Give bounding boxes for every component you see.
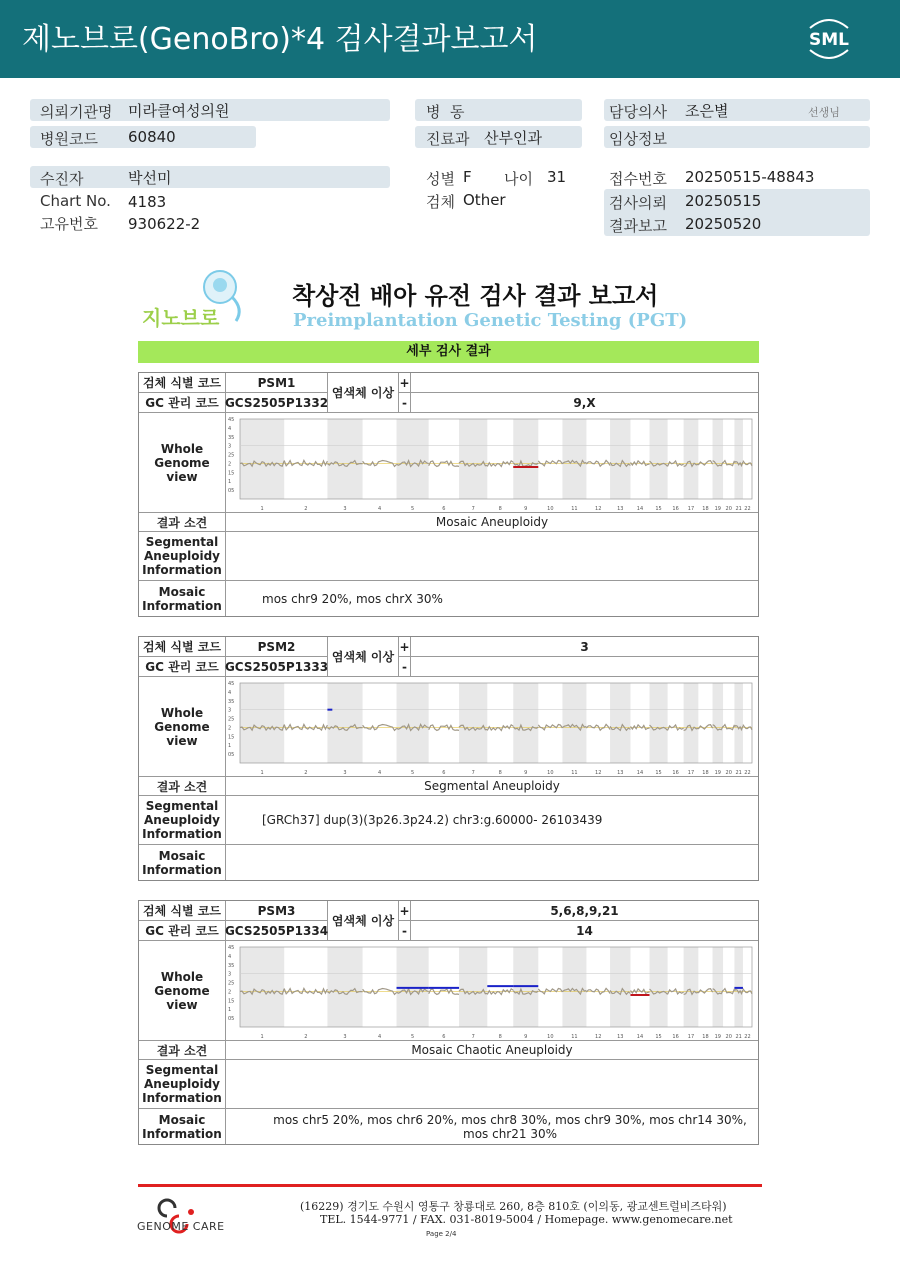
chromosome-band	[649, 683, 667, 763]
chromosome-band	[649, 419, 667, 499]
mosaic-label: Mosaic Information	[139, 1109, 226, 1144]
y-tick-label: 35	[228, 962, 235, 969]
chromosome-band	[513, 683, 538, 763]
chromosome-band	[610, 683, 630, 763]
hospital-code-label: 병원코드	[40, 130, 98, 148]
x-tick-label: 1	[260, 1033, 264, 1040]
segmental-label: Segmental Aneuploidy Information	[139, 532, 226, 580]
chromosome-band	[240, 419, 284, 499]
loss-sign: -	[399, 921, 411, 940]
y-tick-label: 05	[228, 751, 235, 758]
x-tick-label: 8	[498, 1033, 502, 1040]
footer-page: Page 2/4	[426, 1230, 457, 1238]
x-tick-label: 17	[687, 769, 695, 776]
report-date-label: 결과보고	[609, 217, 667, 235]
doctor-label: 담당의사	[609, 103, 667, 121]
y-tick-label: 05	[228, 487, 235, 494]
chromosome-band	[327, 947, 362, 1027]
abnormal-label: 염색체 이상	[328, 373, 399, 413]
finding-value: Mosaic Aneuploidy	[435, 515, 549, 529]
x-tick-label: 6	[442, 769, 446, 776]
segmental-value	[226, 1060, 758, 1108]
page-header	[0, 0, 900, 78]
mosaic-label: Mosaic Information	[139, 845, 226, 880]
x-tick-label: 20	[725, 769, 732, 776]
y-tick-label: 35	[228, 434, 235, 441]
specimen-value: Other	[463, 191, 506, 209]
y-tick-label: 15	[228, 469, 235, 476]
y-tick-label: 15	[228, 997, 235, 1004]
finding-label: 결과 소견	[139, 1041, 226, 1059]
chromosome-band	[562, 683, 586, 763]
genome-view-label: Whole Genome view	[139, 413, 226, 512]
gc-code-label: GC 관리 코드	[139, 657, 226, 676]
gain-sign: +	[399, 637, 411, 656]
report-subtitle: Preimplantation Genetic Testing (PGT)	[293, 310, 688, 331]
org-value: 미라클여성의원	[128, 102, 230, 120]
chromosome-band	[327, 419, 362, 499]
x-tick-label: 18	[702, 1033, 709, 1040]
genome-chart-cell	[226, 677, 758, 776]
x-tick-label: 13	[617, 1033, 624, 1040]
chromosome-band	[610, 947, 630, 1027]
x-tick-label: 9	[524, 505, 528, 512]
x-tick-label: 3	[343, 769, 347, 776]
doctor-value: 조은별	[685, 102, 729, 120]
genome-chart-cell	[226, 941, 758, 1040]
chromosome-band	[459, 419, 487, 499]
x-tick-label: 8	[498, 505, 502, 512]
y-tick-label: 3	[228, 707, 232, 714]
x-tick-label: 13	[617, 505, 624, 512]
segmental-value: [GRCh37] dup(3)(3p26.3p24.2) chr3:g.60000- 26103439	[262, 813, 603, 827]
sex-label: 성별	[426, 170, 455, 188]
sample-id-value: PSM3	[226, 901, 328, 920]
x-tick-label: 10	[547, 505, 554, 512]
x-tick-label: 19	[714, 769, 721, 776]
finding-row	[139, 777, 758, 796]
y-tick-label: 15	[228, 733, 235, 740]
x-tick-label: 9	[524, 1033, 528, 1040]
y-tick-label: 3	[228, 443, 232, 450]
x-tick-label: 6	[442, 505, 446, 512]
x-tick-label: 22	[744, 1033, 751, 1040]
sml-logo	[802, 14, 856, 64]
plot-frame	[240, 419, 752, 499]
copy-number-trace	[698, 988, 712, 992]
x-tick-label: 3	[343, 1033, 347, 1040]
x-tick-label: 13	[617, 769, 624, 776]
chromosome-band	[397, 419, 429, 499]
x-tick-label: 17	[687, 505, 695, 512]
report-date-value: 20250520	[685, 215, 762, 233]
x-tick-label: 4	[377, 1033, 382, 1040]
finding-value: Segmental Aneuploidy	[424, 779, 560, 793]
segmental-row	[139, 1060, 758, 1109]
x-tick-label: 1	[260, 505, 264, 512]
genome-chart	[226, 677, 758, 777]
x-tick-label: 9	[524, 769, 528, 776]
chromosome-band	[513, 419, 538, 499]
copy-number-trace	[698, 460, 712, 464]
sample-id-row	[139, 637, 758, 657]
chromosome-band	[562, 419, 586, 499]
chromosome-band	[713, 947, 723, 1027]
mosaic-value: mos chr5 20%, mos chr6 20%, mos chr8 30%, mos chr9 30%, mos chr14 30%, mos chr21 30%	[273, 1112, 747, 1141]
loss-sign: -	[399, 657, 411, 676]
chromosome-band	[684, 947, 699, 1027]
org-label: 의뢰기관명	[40, 103, 113, 121]
svg-text:지노브로: 지노브로	[142, 306, 220, 330]
y-tick-label: 45	[228, 944, 235, 951]
sample-id-value: PSM1	[226, 373, 328, 392]
mosaic-row	[139, 581, 758, 616]
chromosome-band	[610, 419, 630, 499]
sample-id-label: 검체 식별 코드	[139, 637, 226, 656]
y-tick-label: 4	[228, 953, 232, 960]
loss-sign: -	[399, 393, 411, 412]
unique-no-value: 930622-2	[128, 215, 201, 233]
segmental-label: Segmental Aneuploidy Information	[139, 1060, 226, 1108]
patient-row-bg	[30, 166, 390, 188]
x-tick-label: 14	[636, 1033, 644, 1040]
x-tick-label: 5	[410, 1033, 415, 1040]
x-tick-label: 5	[410, 505, 415, 512]
sample-id-label: 검체 식별 코드	[139, 373, 226, 392]
sample-id-value: PSM2	[226, 637, 328, 656]
chart-no-value: 4183	[128, 193, 167, 211]
sex-value: F	[463, 168, 472, 186]
y-tick-label: 25	[228, 980, 235, 987]
y-tick-label: 1	[228, 478, 232, 485]
x-tick-label: 18	[702, 505, 709, 512]
sample-id-row	[139, 373, 758, 393]
x-tick-label: 22	[744, 769, 751, 776]
plot-frame	[240, 683, 752, 763]
receipt-label: 접수번호	[609, 170, 667, 188]
chromosome-band	[734, 683, 743, 763]
x-tick-label: 17	[687, 1033, 695, 1040]
x-tick-label: 11	[571, 505, 578, 512]
y-tick-label: 35	[228, 698, 235, 705]
x-tick-label: 21	[735, 769, 742, 776]
x-tick-label: 2	[304, 505, 308, 512]
x-tick-label: 12	[595, 769, 602, 776]
gc-code-value: GCS2505P1333	[226, 657, 328, 676]
x-tick-label: 18	[702, 769, 709, 776]
receipt-value: 20250515-48843	[685, 168, 815, 186]
hospital-code-value: 60840	[128, 128, 176, 146]
x-tick-label: 14	[636, 505, 644, 512]
y-tick-label: 2	[228, 988, 232, 995]
gc-code-row	[139, 921, 758, 941]
chromosome-band	[734, 419, 743, 499]
x-tick-label: 12	[595, 1033, 602, 1040]
copy-number-trace	[723, 724, 734, 729]
gc-code-label: GC 관리 코드	[139, 393, 226, 412]
clinical-label: 임상정보	[609, 130, 667, 148]
segmental-row	[139, 532, 758, 581]
x-tick-label: 7	[471, 505, 475, 512]
genome-chart	[226, 941, 758, 1041]
gain-value	[411, 373, 758, 392]
footer-tel: TEL. 1544-9771 / FAX. 031-8019-5004 / Homepage. www.genomecare.net	[320, 1213, 733, 1226]
abnormal-label: 염색체 이상	[328, 637, 399, 677]
finding-label: 결과 소견	[139, 777, 226, 795]
chromosome-band	[327, 683, 362, 763]
x-tick-label: 7	[471, 1033, 475, 1040]
x-tick-label: 8	[498, 769, 502, 776]
loss-value	[411, 657, 758, 676]
request-date-label: 검사의뢰	[609, 194, 667, 212]
x-tick-label: 11	[571, 769, 578, 776]
gc-code-row	[139, 393, 758, 413]
chromosome-band	[397, 683, 429, 763]
genome-chart	[226, 413, 758, 513]
finding-row	[139, 1041, 758, 1060]
x-tick-label: 2	[304, 769, 308, 776]
sample-table	[138, 900, 759, 1145]
y-tick-label: 4	[228, 689, 232, 696]
y-tick-label: 05	[228, 1015, 235, 1022]
gain-sign: +	[399, 373, 411, 392]
gc-code-label: GC 관리 코드	[139, 921, 226, 940]
copy-number-trace	[723, 988, 734, 993]
x-tick-label: 10	[547, 769, 554, 776]
sample-table	[138, 372, 759, 617]
page-title: 제노브로(GenoBro)*4 검사결과보고서	[22, 22, 538, 57]
x-tick-label: 22	[744, 505, 751, 512]
loss-value: 14	[576, 923, 593, 938]
x-tick-label: 15	[655, 769, 662, 776]
x-tick-label: 19	[714, 505, 721, 512]
x-tick-label: 16	[672, 769, 679, 776]
x-tick-label: 15	[655, 505, 662, 512]
age-value: 31	[547, 168, 567, 186]
genome-view-label: Whole Genome view	[139, 677, 226, 776]
genome-view-row	[139, 941, 758, 1041]
finding-value: Mosaic Chaotic Aneuploidy	[411, 1043, 573, 1057]
gain-value: 3	[580, 639, 589, 654]
gain-value: 5,6,8,9,21	[550, 903, 619, 918]
segmental-label: Segmental Aneuploidy Information	[139, 796, 226, 844]
request-date-value: 20250515	[685, 192, 762, 210]
abnormal-label: 염색체 이상	[328, 901, 399, 941]
unique-no-label: 고유번호	[40, 215, 98, 233]
x-tick-label: 21	[735, 1033, 742, 1040]
mosaic-label: Mosaic Information	[139, 581, 226, 616]
finding-row	[139, 513, 758, 532]
x-tick-label: 6	[442, 1033, 446, 1040]
sample-id-label: 검체 식별 코드	[139, 901, 226, 920]
x-tick-label: 1	[260, 769, 264, 776]
y-tick-label: 4	[228, 425, 232, 432]
y-tick-label: 45	[228, 680, 235, 687]
x-tick-label: 20	[725, 1033, 732, 1040]
mosaic-value: mos chr9 20%, mos chrX 30%	[262, 591, 443, 606]
x-tick-label: 14	[636, 769, 644, 776]
gc-code-row	[139, 657, 758, 677]
copy-number-trace	[723, 460, 734, 465]
chart-no-label: Chart No.	[40, 192, 111, 210]
x-tick-label: 11	[571, 1033, 578, 1040]
genobro-logo	[140, 265, 250, 333]
x-tick-label: 2	[304, 1033, 308, 1040]
sample-id-row	[139, 901, 758, 921]
footer-line	[138, 1184, 762, 1187]
y-tick-label: 3	[228, 971, 232, 978]
ward-label: 병 동	[426, 103, 465, 121]
dept-label: 진료과	[426, 130, 470, 148]
report-title: 착상전 배아 유전 검사 결과 보고서	[292, 282, 659, 310]
chromosome-band	[459, 683, 487, 763]
age-label: 나이	[504, 170, 533, 188]
y-tick-label: 2	[228, 724, 232, 731]
footer-address: (16229) 경기도 수원시 영통구 창룡대로 260, 8층 810호 (이의동, 광교센트럴비즈타워)	[300, 1200, 727, 1213]
genome-view-label: Whole Genome view	[139, 941, 226, 1040]
chromosome-band	[713, 683, 723, 763]
genome-view-row	[139, 413, 758, 513]
x-tick-label: 15	[655, 1033, 662, 1040]
x-tick-label: 12	[595, 505, 602, 512]
genome-view-row	[139, 677, 758, 777]
y-tick-label: 45	[228, 416, 235, 423]
x-tick-label: 10	[547, 1033, 554, 1040]
x-tick-label: 4	[377, 769, 382, 776]
svg-text:SML: SML	[809, 30, 849, 50]
genome-chart-cell	[226, 413, 758, 512]
footer-company: GENOME CARE	[137, 1220, 225, 1233]
mosaic-row	[139, 845, 758, 880]
x-tick-label: 16	[672, 505, 679, 512]
chromosome-band	[713, 419, 723, 499]
gc-code-value: GCS2505P1332	[226, 393, 328, 412]
specimen-label: 검체	[426, 193, 455, 211]
dept-value: 산부인과	[484, 129, 542, 147]
chromosome-band	[649, 947, 667, 1027]
x-tick-label: 5	[410, 769, 415, 776]
x-tick-label: 16	[672, 1033, 679, 1040]
gain-sign: +	[399, 901, 411, 920]
x-tick-label: 7	[471, 769, 475, 776]
segmental-value	[226, 532, 758, 580]
x-tick-label: 19	[714, 1033, 721, 1040]
y-tick-label: 25	[228, 716, 235, 723]
x-tick-label: 4	[377, 505, 382, 512]
x-tick-label: 21	[735, 505, 742, 512]
mosaic-value	[226, 845, 758, 880]
copy-number-trace	[698, 724, 712, 728]
chromosome-band	[240, 683, 284, 763]
loss-value: 9,X	[573, 395, 596, 410]
y-tick-label: 1	[228, 1006, 232, 1013]
x-tick-label: 3	[343, 505, 347, 512]
patient-value: 박선미	[128, 169, 172, 187]
chromosome-band	[684, 419, 699, 499]
patient-label: 수진자	[40, 170, 84, 188]
chromosome-band	[240, 947, 284, 1027]
section-bar: 세부 검사 결과	[138, 341, 759, 363]
y-tick-label: 2	[228, 460, 232, 467]
chromosome-band	[459, 947, 487, 1027]
doctor-suffix: 선생님	[808, 106, 840, 119]
chromosome-band	[684, 683, 699, 763]
finding-label: 결과 소견	[139, 513, 226, 531]
mosaic-row	[139, 1109, 758, 1144]
y-tick-label: 25	[228, 452, 235, 459]
sample-table	[138, 636, 759, 881]
chromosome-band	[562, 947, 586, 1027]
y-tick-label: 1	[228, 742, 232, 749]
x-tick-label: 20	[725, 505, 732, 512]
segmental-row	[139, 796, 758, 845]
gc-code-value: GCS2505P1334	[226, 921, 328, 940]
